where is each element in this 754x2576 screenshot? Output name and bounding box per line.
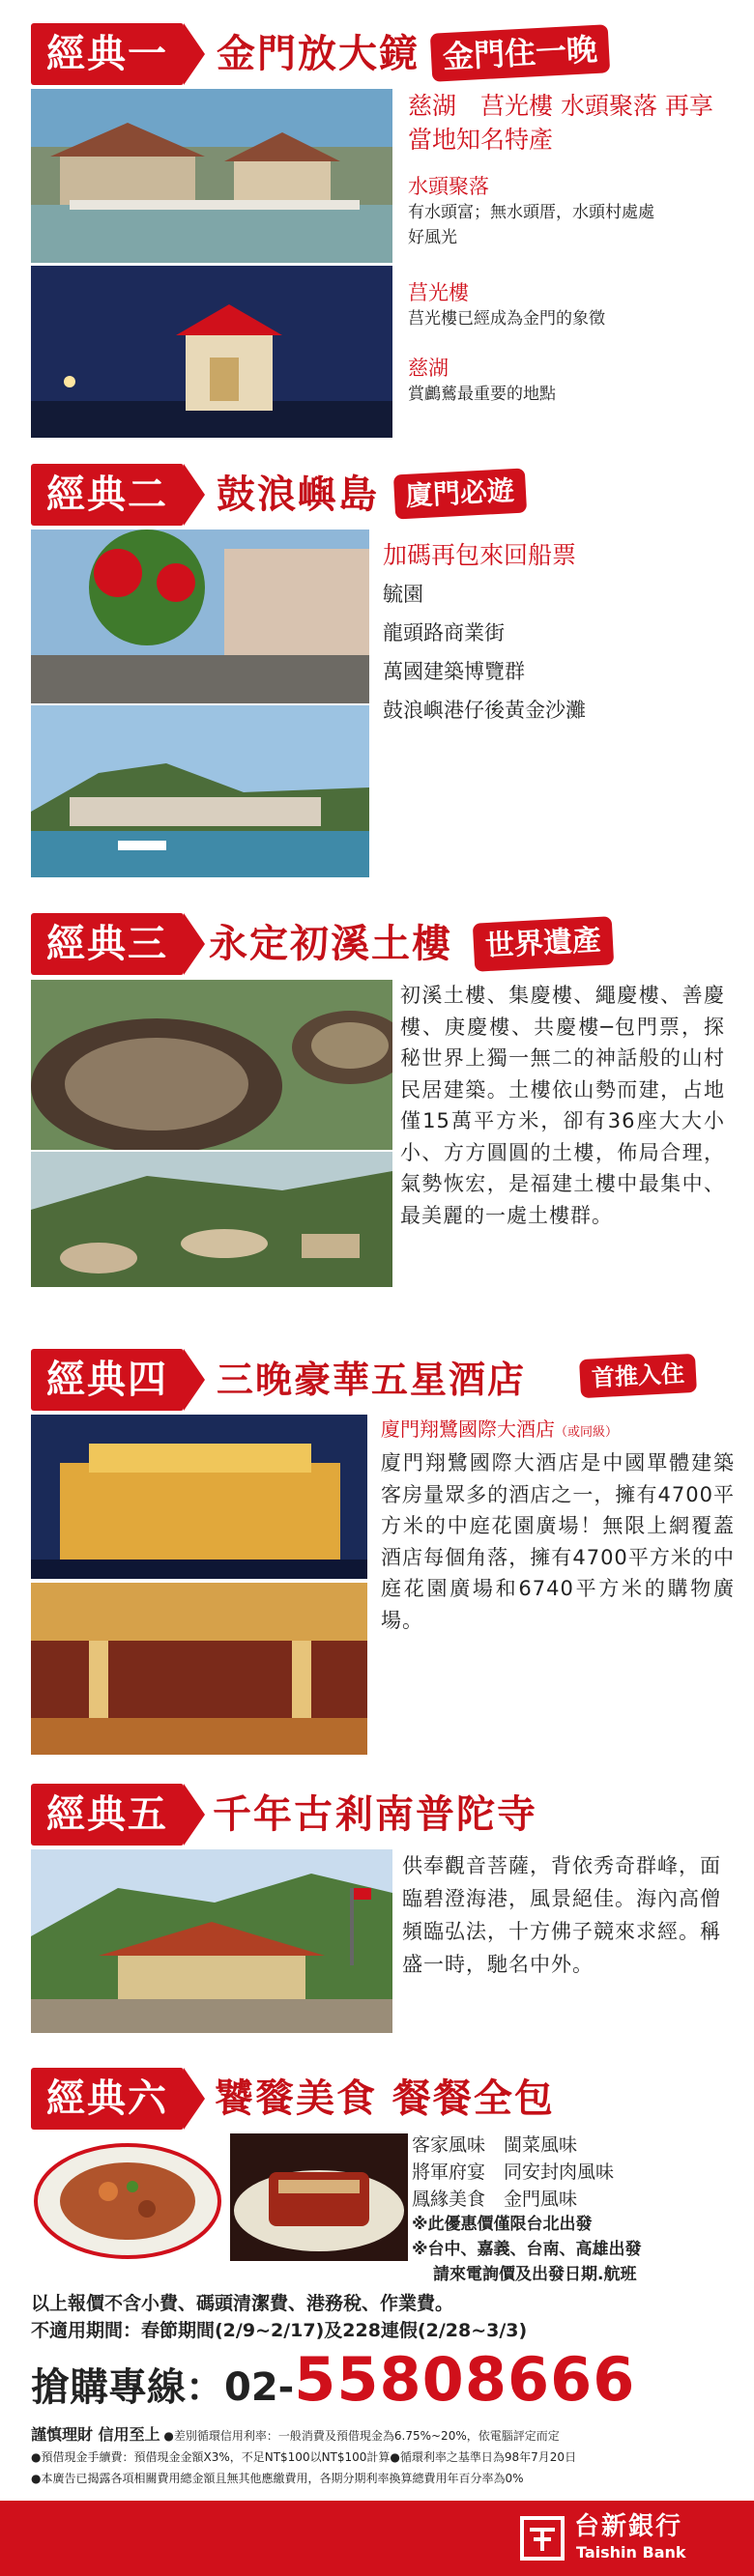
section5-arrow: [184, 1784, 205, 1846]
section4-tag: 首推入住: [579, 1354, 697, 1398]
disclaimer-line1: [31, 2423, 560, 2447]
section2-title: 鼓浪嶼島: [217, 472, 379, 517]
section1-highlight: 慈湖 莒光樓 水頭聚落 再享當地知名特產: [408, 92, 713, 154]
section5-label: 經典五: [46, 1791, 168, 1837]
section6-note1: ※此優惠價僅限台北出發: [412, 2215, 593, 2234]
section4-hotel-note: （或同級）: [555, 1425, 619, 1440]
exclude-note: 不適用期間：春節期間(2/9~2/17)及228連假(2/28~3/3): [31, 2320, 528, 2341]
section2-item2: 龍頭路商業街: [383, 621, 505, 644]
section1-item1-name: 水頭聚落: [408, 175, 489, 198]
section1-item1-desc: 有水頭富；無水頭厝，水頭村處處好風光: [408, 203, 654, 247]
section3-tag: 世界遺產: [473, 916, 614, 971]
disclaimer-line2: ●預借現金手續費：預借現金金額X3%，不足NT$100以NT$100計算●循環利率之基準日為98年7月20日: [31, 2450, 577, 2464]
disclaimer-line3: ●本廣告已揭露各項相關費用總金額且無其他應繳費用，各期分期利率換算總費用年百分率為0%: [31, 2472, 524, 2485]
section1-item2-desc: 莒光樓已經成為金門的象徵: [408, 309, 605, 329]
hotline-label: 搶購專線：: [31, 2365, 224, 2410]
section6-food1: 客家風味 閩菜風味: [412, 2134, 578, 2156]
section6-food2: 將軍府宴 同安封肉風味: [412, 2161, 615, 2183]
section6-label: 經典六: [46, 2075, 168, 2121]
section1-label: 經典一: [46, 31, 168, 76]
section6-photo-dish1: [31, 2133, 224, 2261]
section1-tag: 金門住一晚: [430, 24, 610, 82]
section4-title: 三晚豪華五星酒店: [217, 1358, 527, 1401]
section1-item3-name: 慈湖: [408, 357, 449, 380]
section3-photo-tulou1: [31, 980, 392, 1150]
section5-photo-temple: [31, 1849, 392, 2033]
section5-body: 供奉觀音菩薩，背依秀奇群峰，面臨碧澄海港，風景絕佳。海內高僧頻臨弘法，十方佛子競來求經。稱盛一時，馳名中外。: [402, 1854, 721, 1977]
section6-note3: 請來電詢價及出發日期.航班: [433, 2265, 637, 2284]
section4-label: 經典四: [46, 1357, 168, 1402]
section4-hotel-name-text: 廈門翔鷺國際大酒店: [381, 1417, 555, 1441]
hotline-area[interactable]: 02-: [224, 2365, 295, 2410]
section2-photo-island: [31, 705, 369, 877]
section1-photo-village: [31, 89, 392, 263]
section2-label: 經典二: [46, 472, 168, 517]
section4-hotel-name: [381, 1415, 618, 1444]
section2-item3: 萬國建築博覽群: [383, 660, 525, 683]
section4-arrow: [184, 1349, 205, 1411]
hotline: [31, 2344, 635, 2416]
section1-photo-tower: [31, 266, 392, 438]
bank-logo-icon: [520, 2516, 565, 2561]
section4-body: 廈門翔鷺國際大酒店是中國單體建築客房量眾多的酒店之一，擁有4700平方米的中庭花園廣場！無限上網覆蓋酒店每個角落，擁有4700平方米的中庭花園廣場和6740平方米的購物廣場。: [381, 1451, 735, 1632]
section6-note2: ※台中、嘉義、台南、高雄出發: [412, 2240, 642, 2259]
price-note: 以上報價不含小費、碼頭清潔費、港務稅、作業費。: [31, 2293, 454, 2314]
section6-arrow: [184, 2068, 205, 2130]
section3-photo-tulou2: [31, 1152, 392, 1287]
section6-food3: 鳳緣美食 金門風味: [412, 2189, 578, 2210]
disclaimer-head: 謹慎理財 信用至上: [31, 2425, 160, 2444]
bank-name: 台新銀行: [574, 2512, 683, 2541]
section4-photo-hotel-exterior: [31, 1415, 367, 1579]
section2-tag: 廈門必遊: [393, 468, 527, 519]
section2-highlight: 加碼再包來回船票: [383, 541, 577, 569]
section2-arrow: [184, 464, 205, 526]
section5-title: 千年古剎南普陀寺: [213, 1791, 537, 1837]
section1-arrow: [184, 23, 205, 85]
section2-photo-street: [31, 530, 369, 703]
section6-photo-dish2: [230, 2133, 408, 2261]
hotline-number[interactable]: 55808666: [294, 2344, 636, 2415]
bank-name-en: Taishin Bank: [576, 2543, 686, 2562]
section3-label: 經典三: [46, 921, 168, 966]
section3-title: 永定初溪土樓: [209, 921, 452, 966]
section3-arrow: [184, 913, 205, 975]
section4-photo-hotel-lobby: [31, 1583, 367, 1755]
section3-body: 初溪土樓、集慶樓、繩慶樓、善慶樓、庚慶樓、共慶樓─包門票，探秘世界上獨一無二的神話般的山村民居建築。土樓依山勢而建，占地僅15萬平方米，卻有36座大大小小、方方圓圓的土樓，佈局合理，氣勢恢宏，是福建土樓中最集中、最美麗的一處土樓群。: [400, 984, 725, 1227]
section2-item4: 鼓浪嶼港仔後黃金沙灘: [383, 699, 586, 722]
section1-item2-name: 莒光樓: [408, 281, 469, 304]
section1-item3-desc: 賞鸕鶿最重要的地點: [408, 385, 556, 404]
section1-title: 金門放大鏡: [217, 31, 420, 76]
section2-item1: 毓園: [383, 583, 423, 606]
section6-title: 饕餮美食 餐餐全包: [215, 2075, 555, 2121]
disclaimer-rate: ●差別循環信用利率：一般消費及預借現金為6.75%~20%，依電腦評定而定: [163, 2429, 560, 2443]
